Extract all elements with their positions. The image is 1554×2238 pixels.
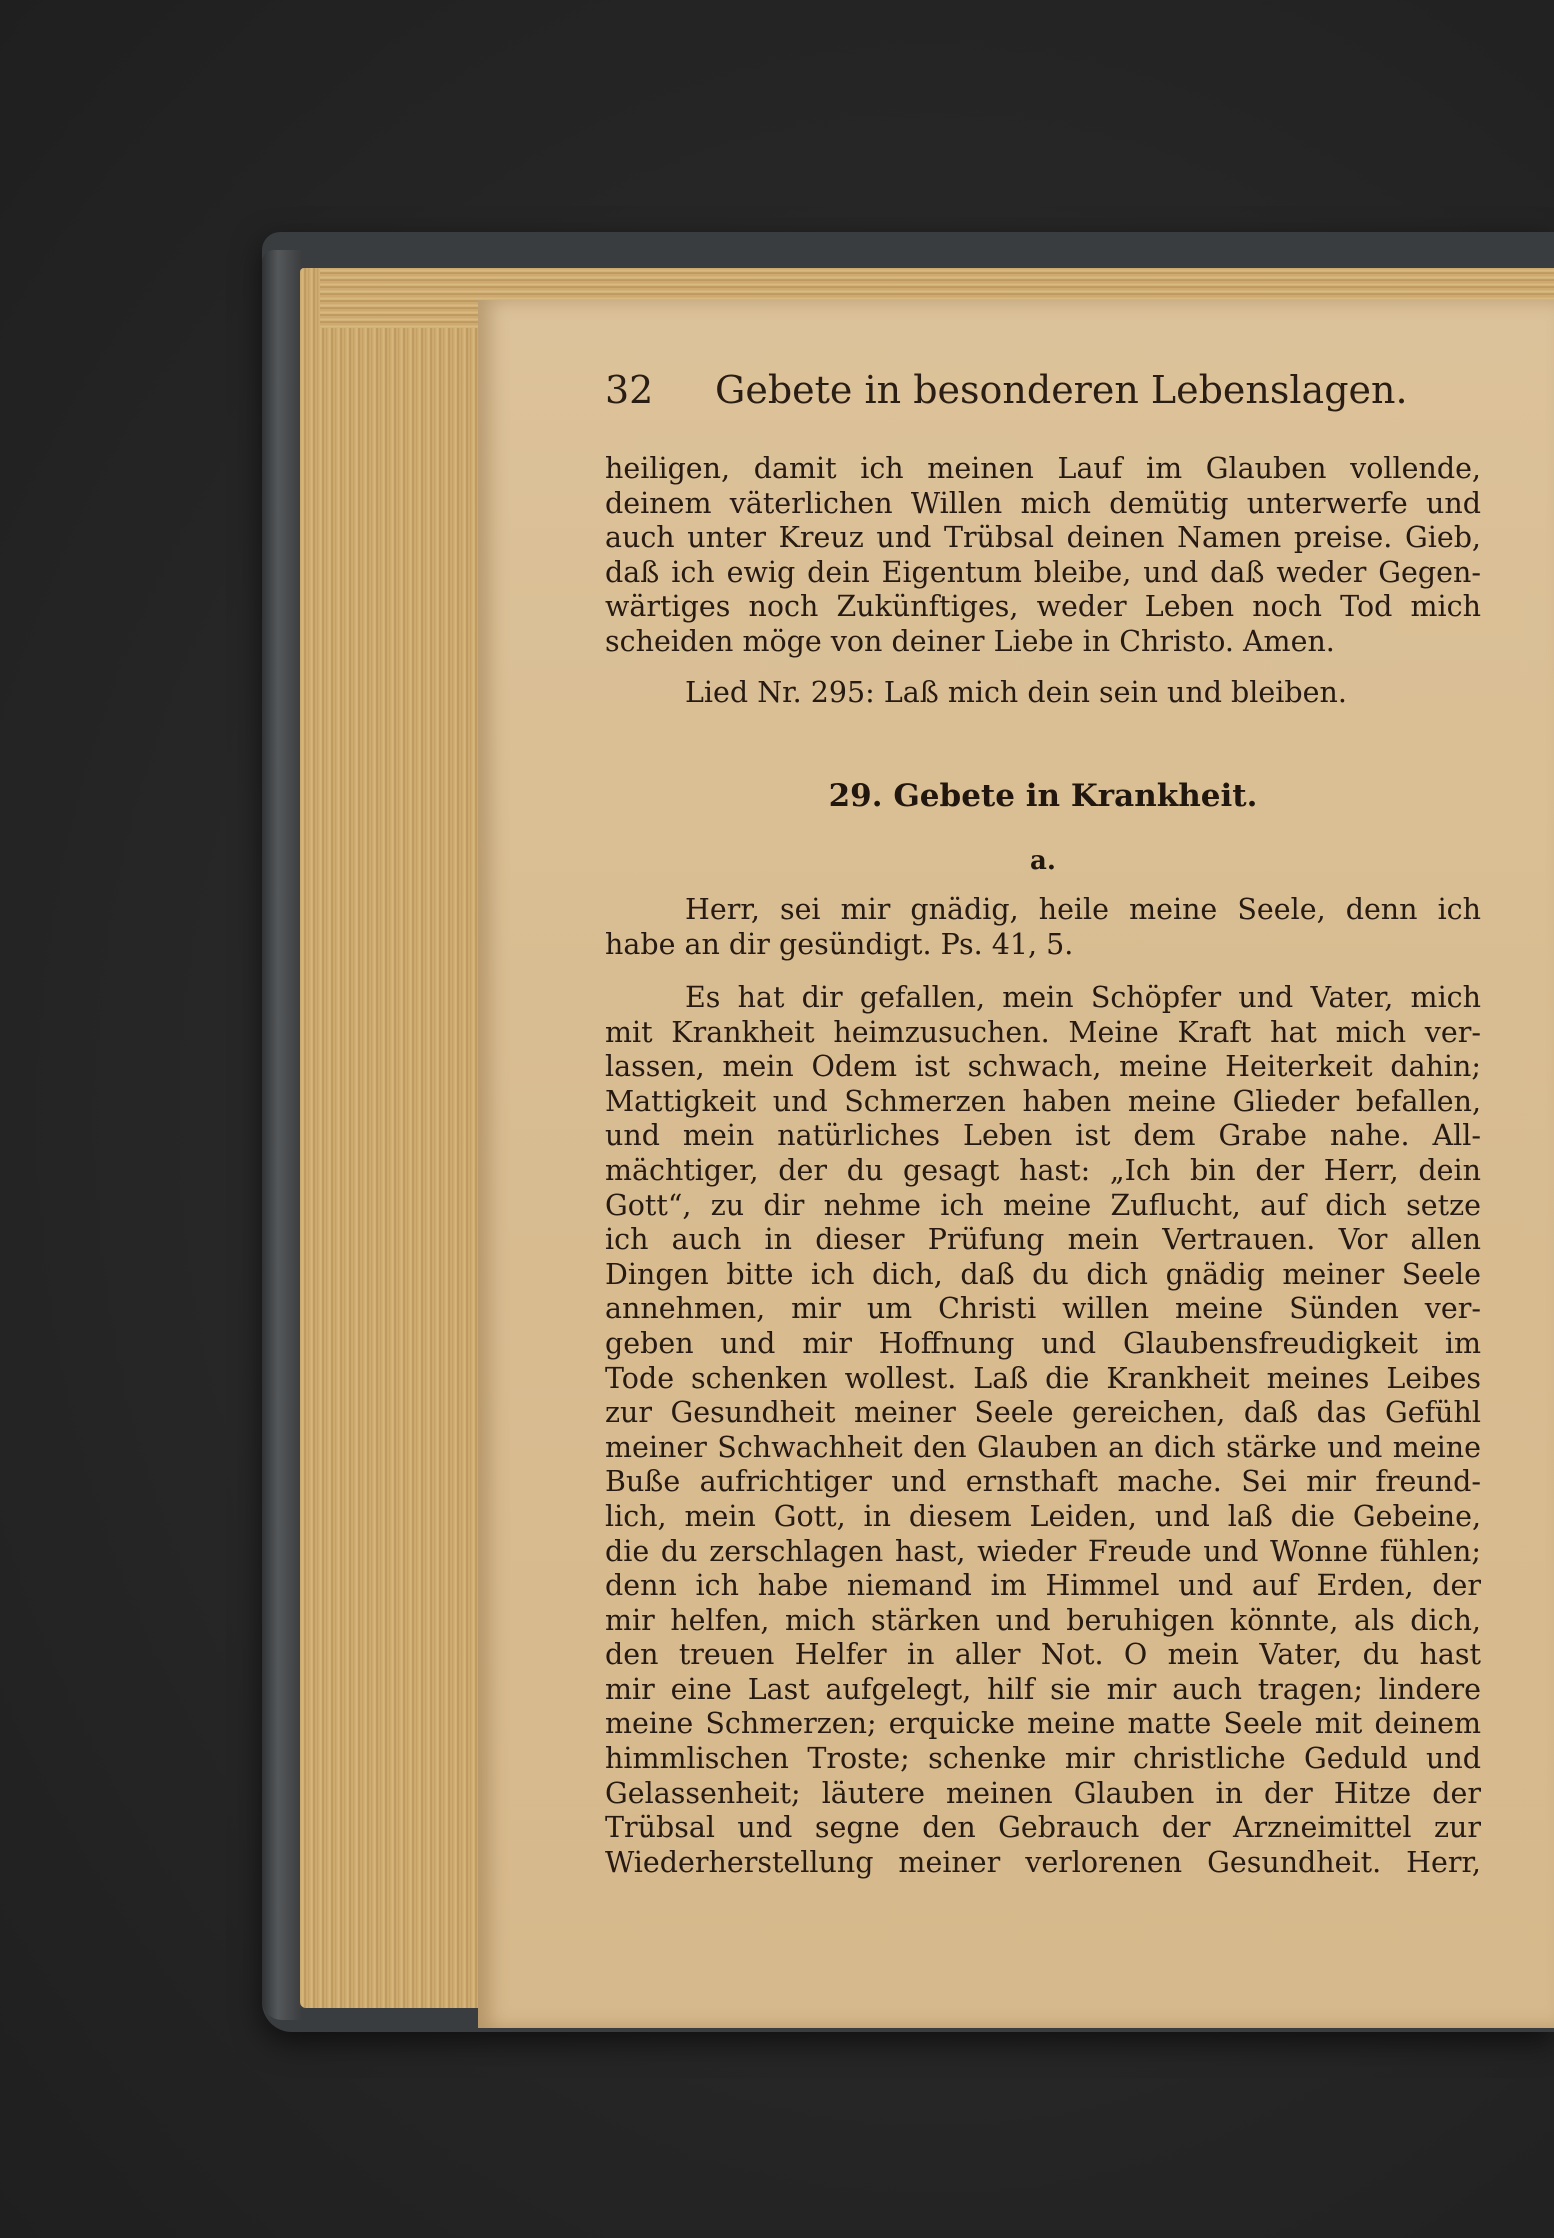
text-line: scheiden möge von deiner Liebe in Christo. Amen.: [605, 624, 1335, 658]
text-line: lich, mein Gott, in diesem Leiden, und laß die Gebeine,: [605, 1499, 1481, 1533]
text-line: den treuen Helfer in aller Not. O mein Vater, du hast: [605, 1638, 1481, 1672]
text-line: Tode schenken wollest. Laß die Krankheit meines Leibes: [605, 1361, 1481, 1395]
text-line: daß ich ewig dein Eigentum bleibe, und daß weder Gegen-: [605, 555, 1481, 589]
text-line: Es hat dir gefallen, mein Schöpfer und Vater, mich: [685, 981, 1481, 1014]
page-number: 32: [605, 368, 654, 412]
text-line: lassen, mein Odem ist schwach, meine Heiterkeit dahin;: [605, 1050, 1481, 1084]
text-line: denn ich habe niemand im Himmel und auf Erden, der: [605, 1569, 1481, 1603]
text-line: zur Gesundheit meiner Seele gereichen, daß das Gefühl: [605, 1396, 1481, 1430]
text-line: Wiederherstellung meiner verlorenen Gesundheit. Herr,: [605, 1845, 1481, 1879]
text-line: meiner Schwachheit den Glauben an dich stärke und meine: [605, 1430, 1481, 1464]
running-title: Gebete in besonderen Lebenslagen.: [715, 368, 1408, 412]
text-line: die du zerschlagen hast, wieder Freude und Wonne fühlen;: [605, 1534, 1481, 1568]
book-spine-edge: [262, 250, 302, 2020]
text-line: mir eine Last aufgelegt, hilf sie mir auch tragen; lindere: [605, 1672, 1481, 1706]
text-line: wärtiges noch Zukünftiges, weder Leben noch Tod mich: [605, 590, 1481, 624]
text-line: Trübsal und segne den Gebrauch der Arzneimittel zur: [605, 1811, 1481, 1845]
text-line: mir helfen, mich stärken und beruhigen könnte, als dich,: [605, 1603, 1481, 1637]
text-line: geben und mir Hoffnung und Glaubensfreudigkeit im: [605, 1326, 1481, 1360]
text-line: heiligen, damit ich meinen Lauf im Glauben vollende,: [605, 452, 1481, 485]
song-reference: Lied Nr. 295: Laß mich dein sein und bleiben.: [685, 676, 1347, 709]
text-line: deinem väterlichen Willen mich demütig unterwerfe und: [605, 486, 1481, 520]
text-line: und mein natürliches Leben ist dem Grabe nahe. All-: [605, 1119, 1481, 1153]
subheading: a.: [1030, 846, 1056, 876]
text-line: Gott“, zu dir nehme ich meine Zuflucht, auf dich setze: [605, 1188, 1481, 1222]
text-line: Mattigkeit und Schmerzen haben meine Glieder befallen,: [605, 1084, 1481, 1118]
prayer-paragraph: [605, 981, 1481, 1880]
psalm-verse: [605, 893, 1481, 962]
text-line: Gelassenheit; läutere meinen Glauben in der Hitze der: [605, 1776, 1481, 1810]
text-line: annehmen, mir um Christi willen meine Sünden ver-: [605, 1292, 1481, 1326]
text-line: ich auch in dieser Prüfung mein Vertrauen. Vor allen: [605, 1223, 1481, 1257]
text-line: himmlischen Troste; schenke mir christliche Geduld und: [605, 1742, 1481, 1776]
text-line: habe an dir gesündigt. Ps. 41, 5.: [605, 927, 1074, 961]
text-line: Dingen bitte ich dich, daß du dich gnädig meiner Seele: [605, 1257, 1481, 1291]
text-line: meine Schmerzen; erquicke meine matte Seele mit deinem: [605, 1707, 1481, 1741]
text-line: Herr, sei mir gnädig, heile meine Seele, denn ich: [685, 893, 1481, 926]
text-line: mächtiger, der du gesagt hast: „Ich bin der Herr, dein: [605, 1153, 1481, 1187]
section-title: 29. Gebete in Krankheit.: [828, 778, 1258, 814]
page-block-edge: [300, 268, 490, 2008]
text-line: mit Krankheit heimzusuchen. Meine Kraft hat mich ver-: [605, 1015, 1481, 1049]
running-header: [605, 368, 1408, 428]
text-line: Buße aufrichtiger und ernsthaft mache. Sei mir freund-: [605, 1465, 1481, 1499]
text-line: auch unter Kreuz und Trübsal deinen Namen preise. Gieb,: [605, 521, 1481, 555]
continued-paragraph: [605, 452, 1481, 660]
